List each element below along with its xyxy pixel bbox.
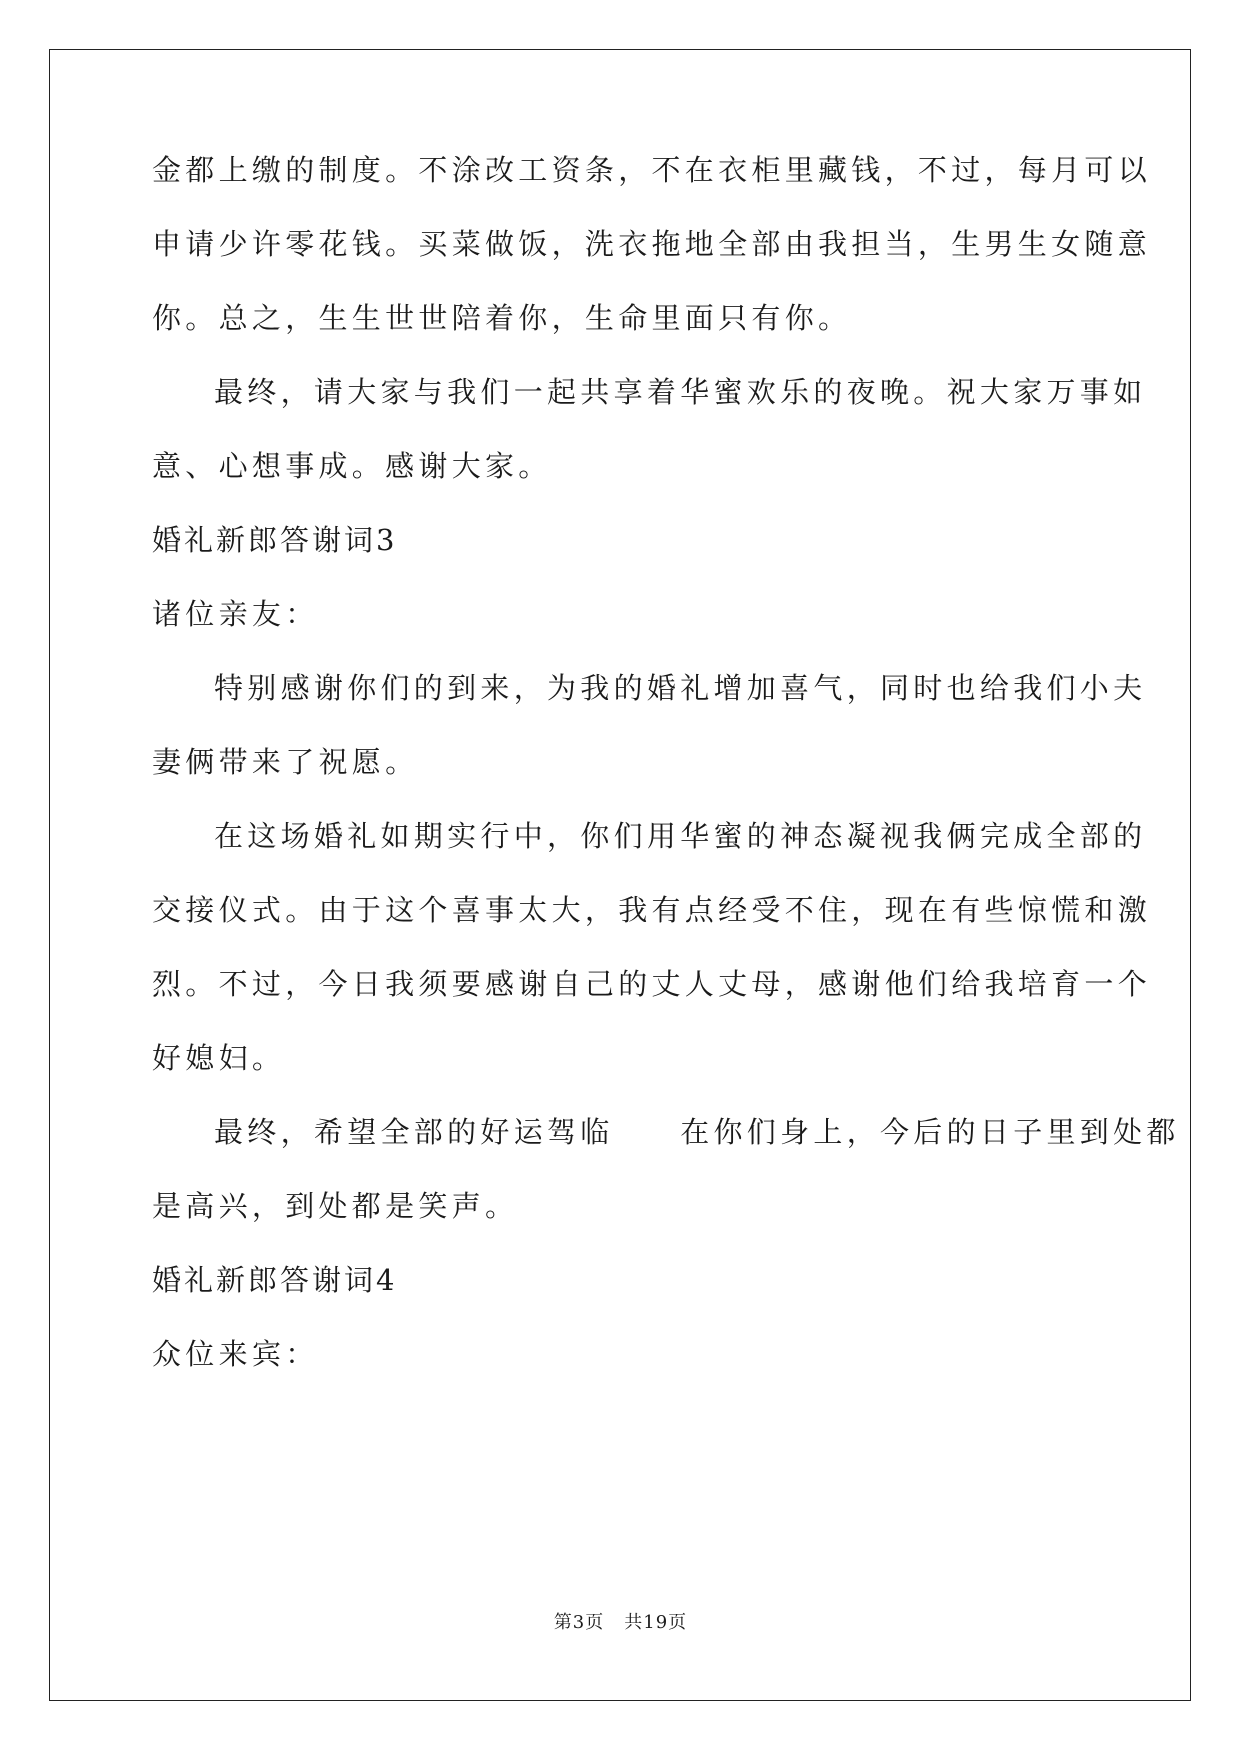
paragraph-line: 最终，希望全部的好运驾临 在你们身上，今后的日子里到处都 bbox=[214, 1115, 1180, 1149]
paragraph-line: 最终，请大家与我们一起共享着华蜜欢乐的夜晚。祝大家万事如 bbox=[214, 375, 1147, 409]
paragraph-line: 妻俩带来了祝愿。 bbox=[152, 745, 419, 779]
paragraph-line: 特别感谢你们的到来，为我的婚礼增加喜气，同时也给我们小夫 bbox=[214, 671, 1147, 705]
salutation: 众位来宾： bbox=[152, 1337, 319, 1371]
page-footer bbox=[0, 1608, 1241, 1634]
page-number-current: 第3页 bbox=[553, 1612, 605, 1633]
paragraph-line: 在这场婚礼如期实行中，你们用华蜜的神态凝视我俩完成全部的 bbox=[214, 819, 1147, 853]
paragraph-line: 交接仪式。由于这个喜事太大，我有点经受不住，现在有些惊慌和激 bbox=[152, 893, 1152, 927]
paragraph-line: 申请少许零花钱。买菜做饭，洗衣拖地全部由我担当，生男生女随意 bbox=[152, 227, 1152, 261]
paragraph-line: 好媳妇。 bbox=[152, 1041, 286, 1075]
page-border bbox=[49, 49, 1191, 1701]
page-number-total: 共19页 bbox=[624, 1612, 688, 1633]
paragraph-line: 金都上缴的制度。不涂改工资条，不在衣柜里藏钱，不过，每月可以 bbox=[152, 153, 1152, 187]
paragraph-line: 意、心想事成。感谢大家。 bbox=[152, 449, 552, 483]
paragraph-line: 你。总之，生生世世陪着你，生命里面只有你。 bbox=[152, 301, 852, 335]
paragraph-line: 烈。不过，今日我须要感谢自己的丈人丈母，感谢他们给我培育一个 bbox=[152, 967, 1152, 1001]
section-heading: 婚礼新郎答谢词4 bbox=[152, 1263, 398, 1297]
paragraph-line: 是高兴，到处都是笑声。 bbox=[152, 1189, 519, 1223]
salutation: 诸位亲友： bbox=[152, 597, 319, 631]
section-heading: 婚礼新郎答谢词3 bbox=[152, 523, 398, 557]
